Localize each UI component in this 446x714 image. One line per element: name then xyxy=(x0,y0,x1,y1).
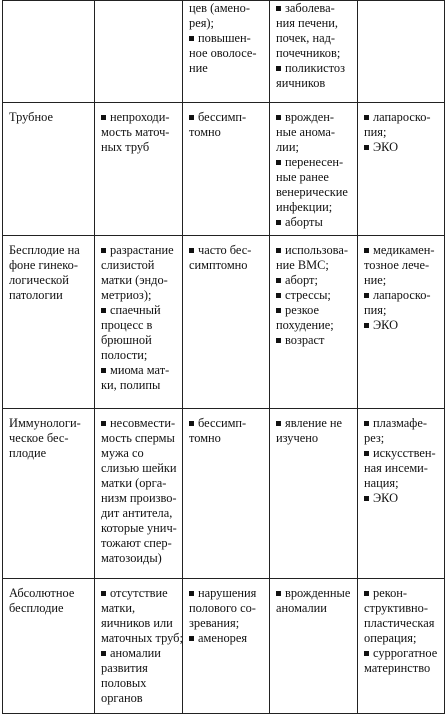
item-text: ние ВМС; xyxy=(276,258,329,272)
item-text: ЭКО xyxy=(373,140,399,154)
bullet-icon xyxy=(101,248,106,253)
item-text: аменорея xyxy=(198,631,248,645)
item-text: бессимп- xyxy=(198,110,247,124)
item-text: миома мат- xyxy=(110,363,170,377)
item-text: ния печени, xyxy=(276,16,338,30)
list-item xyxy=(276,215,354,230)
item-text: матки, xyxy=(101,601,136,615)
list-item xyxy=(276,303,354,333)
list-item xyxy=(276,110,354,155)
item-text: отсутствие xyxy=(110,586,168,600)
bullet-icon xyxy=(101,421,106,426)
row-name-line: плодие xyxy=(9,446,47,460)
row-name-line: Бесплодие на xyxy=(9,243,80,257)
table-row xyxy=(3,579,445,714)
list-item xyxy=(101,416,179,566)
row-name-line: патологии xyxy=(9,288,63,302)
item-text: томно xyxy=(189,125,221,139)
list-item xyxy=(364,243,441,288)
item-text: перенесен- xyxy=(285,155,344,169)
item-text: инфекции; xyxy=(276,200,333,214)
bullet-icon xyxy=(276,293,281,298)
item-text: рез; xyxy=(364,431,385,445)
item-text: возраст xyxy=(285,333,325,347)
bullet-icon xyxy=(364,248,369,253)
bullet-icon xyxy=(276,160,281,165)
item-text: цев (амено- xyxy=(189,1,250,15)
list-item xyxy=(276,333,354,348)
bullet-icon xyxy=(101,651,106,656)
infertility-table xyxy=(2,0,445,714)
bullet-icon xyxy=(189,248,194,253)
bullet-icon xyxy=(276,421,281,426)
item-text: врожден- xyxy=(285,110,335,124)
bullet-icon xyxy=(364,293,369,298)
item-text: спаечный xyxy=(110,303,161,317)
item-text: половых xyxy=(101,676,147,690)
item-text: мужа со xyxy=(101,446,144,460)
item-text: использова- xyxy=(285,243,348,257)
item-text: часто бес- xyxy=(198,243,252,257)
list-item xyxy=(364,491,441,506)
table-cell-causes xyxy=(95,579,183,714)
item-text: ное оволосе- xyxy=(189,46,257,60)
table-cell-symptoms xyxy=(183,409,270,579)
item-text: лии; xyxy=(276,140,299,154)
item-text: явление не xyxy=(285,416,343,430)
list-item xyxy=(364,646,441,676)
table-cell-risks xyxy=(270,1,358,103)
item-text: ных труб xyxy=(101,140,150,154)
item-text: бессимп- xyxy=(198,416,247,430)
list-item xyxy=(276,288,354,303)
item-text: которые унич- xyxy=(101,521,177,535)
item-text: резкое xyxy=(285,303,319,317)
list-item xyxy=(101,303,179,363)
item-text: непроходи- xyxy=(110,110,170,124)
item-text: материнство xyxy=(364,661,431,675)
item-text: полового со- xyxy=(189,601,256,615)
row-name-line: фоне гинеко- xyxy=(9,258,79,272)
table-cell-causes xyxy=(95,236,183,409)
list-item xyxy=(276,61,354,91)
table-cell-risks xyxy=(270,103,358,236)
item-text: мость маточ- xyxy=(101,125,170,139)
list-item xyxy=(189,631,266,646)
item-text: врожденные xyxy=(285,586,351,600)
table-cell-name xyxy=(3,409,95,579)
item-text: лапароско- xyxy=(373,288,431,302)
table-cell-name xyxy=(3,103,95,236)
item-text: пластическая xyxy=(364,616,435,630)
item-text: ки, полипы xyxy=(101,378,161,392)
item-text: брюшной xyxy=(101,333,152,347)
bullet-icon xyxy=(276,248,281,253)
bullet-icon xyxy=(276,591,281,596)
list-item xyxy=(276,416,354,446)
item-text: операция; xyxy=(364,631,417,645)
item-text: полости; xyxy=(101,348,148,362)
table-cell-treatment xyxy=(358,409,445,579)
item-text: тожают спер- xyxy=(101,536,172,550)
bullet-icon xyxy=(276,308,281,313)
item-text: матки (эндо- xyxy=(101,273,168,287)
item-text: процесс в xyxy=(101,318,153,332)
table-cell-name xyxy=(3,579,95,714)
item-text: почек, над- xyxy=(276,31,336,45)
row-name-line: Иммунологи- xyxy=(9,416,81,430)
row-name-line: Абсолютное xyxy=(9,586,75,600)
item-text: повышен- xyxy=(198,31,251,45)
list-item xyxy=(276,586,354,616)
list-item xyxy=(189,416,266,446)
table-cell-causes xyxy=(95,409,183,579)
item-text: поликистоз xyxy=(285,61,345,75)
bullet-icon xyxy=(101,115,106,120)
list-item xyxy=(364,586,441,646)
item-text: рекон- xyxy=(373,586,408,600)
item-text: развития xyxy=(101,661,148,675)
bullet-icon xyxy=(364,591,369,596)
item-text: ная инсеми- xyxy=(364,461,428,475)
list-item xyxy=(189,110,266,140)
item-text: органов xyxy=(101,691,143,705)
bullet-icon xyxy=(364,145,369,150)
list-item xyxy=(189,243,266,273)
item-text: искусствен- xyxy=(373,446,436,460)
bullet-icon xyxy=(189,36,194,41)
item-text: дит антитела, xyxy=(101,506,173,520)
table-cell-symptoms xyxy=(183,103,270,236)
item-text: медикамен- xyxy=(373,243,435,257)
bullet-icon xyxy=(276,6,281,11)
table-cell-causes xyxy=(95,1,183,103)
item-text: зревания; xyxy=(189,616,240,630)
list-item xyxy=(364,288,441,318)
item-text: несовмести- xyxy=(110,416,176,430)
bullet-icon xyxy=(364,451,369,456)
item-text: ные ранее xyxy=(276,170,329,184)
item-text: аборты xyxy=(285,215,323,229)
bullet-icon xyxy=(276,115,281,120)
bullet-icon xyxy=(189,115,194,120)
table-row xyxy=(3,236,445,409)
item-text: ние; xyxy=(364,273,387,287)
table-cell-symptoms xyxy=(183,1,270,103)
table-cell-name xyxy=(3,236,95,409)
item-text: лапароско- xyxy=(373,110,431,124)
list-item xyxy=(101,646,179,706)
list-item xyxy=(276,243,354,273)
item-text: матки (орга- xyxy=(101,476,167,490)
item-text: суррогатное xyxy=(373,646,438,660)
bullet-icon xyxy=(276,338,281,343)
table-cell-symptoms xyxy=(183,236,270,409)
bullet-icon xyxy=(276,220,281,225)
row-name-line: ческое бес- xyxy=(9,431,69,445)
bullet-icon xyxy=(276,66,281,71)
list-item xyxy=(101,110,179,155)
bullet-icon xyxy=(101,368,106,373)
table-row xyxy=(3,1,445,103)
list-item xyxy=(364,318,441,333)
item-text: низм произво- xyxy=(101,491,177,505)
table-cell-treatment xyxy=(358,579,445,714)
table-cell-risks xyxy=(270,579,358,714)
bullet-icon xyxy=(364,421,369,426)
item-text: нарушения xyxy=(198,586,257,600)
item-text: яичников или xyxy=(101,616,173,630)
table-cell-name xyxy=(3,1,95,103)
list-item xyxy=(189,1,266,31)
list-item xyxy=(189,31,266,76)
item-text: ЭКО xyxy=(373,318,399,332)
item-text: заболева- xyxy=(285,1,335,15)
item-text: томно xyxy=(189,431,221,445)
table-cell-treatment xyxy=(358,236,445,409)
bullet-icon xyxy=(189,591,194,596)
row-name-line: бесплодие xyxy=(9,601,64,615)
item-text: структивно- xyxy=(364,601,428,615)
list-item xyxy=(276,1,354,61)
row-name-line: логической xyxy=(9,273,69,287)
table-body xyxy=(3,1,445,714)
list-item xyxy=(364,110,441,140)
item-text: симптомно xyxy=(189,258,248,272)
item-text: слизистой xyxy=(101,258,155,272)
bullet-icon xyxy=(189,636,194,641)
list-item xyxy=(101,243,179,303)
list-item xyxy=(101,363,179,393)
bullet-icon xyxy=(101,308,106,313)
item-text: пия; xyxy=(364,125,387,139)
list-item xyxy=(189,586,266,631)
item-text: почечников; xyxy=(276,46,341,60)
table-cell-causes xyxy=(95,103,183,236)
item-text: яичников xyxy=(276,76,326,90)
item-text: ние xyxy=(189,61,208,75)
item-text: ЭКО xyxy=(373,491,399,505)
bullet-icon xyxy=(364,496,369,501)
list-item xyxy=(101,586,183,646)
item-text: рея); xyxy=(189,16,214,30)
item-text: метриоз); xyxy=(101,288,152,302)
item-text: аномалии xyxy=(110,646,161,660)
list-item xyxy=(276,273,354,288)
item-text: тозное лече- xyxy=(364,258,430,272)
table-cell-risks xyxy=(270,236,358,409)
item-text: мость спермы xyxy=(101,431,175,445)
bullet-icon xyxy=(101,591,106,596)
bullet-icon xyxy=(189,421,194,426)
item-text: аномалии xyxy=(276,601,327,615)
list-item xyxy=(276,155,354,215)
bullet-icon xyxy=(364,651,369,656)
bullet-icon xyxy=(276,278,281,283)
table-row xyxy=(3,409,445,579)
table-cell-symptoms xyxy=(183,579,270,714)
list-item xyxy=(364,416,441,446)
item-text: плазмафе- xyxy=(373,416,427,430)
list-item xyxy=(364,140,441,155)
item-text: изучено xyxy=(276,431,319,445)
table-cell-treatment xyxy=(358,103,445,236)
table-cell-risks xyxy=(270,409,358,579)
item-text: похудение; xyxy=(276,318,334,332)
table-row xyxy=(3,103,445,236)
item-text: матозоиды) xyxy=(101,551,162,565)
list-item xyxy=(364,446,441,491)
item-text: венерические xyxy=(276,185,348,199)
item-text: аборт; xyxy=(285,273,318,287)
bullet-icon xyxy=(364,323,369,328)
item-text: маточных труб; xyxy=(101,631,183,645)
item-text: нация; xyxy=(364,476,399,490)
row-name-line: Трубное xyxy=(9,110,53,124)
item-text: слизью шейки xyxy=(101,461,177,475)
bullet-icon xyxy=(364,115,369,120)
table-cell-treatment xyxy=(358,1,445,103)
item-text: стрессы; xyxy=(285,288,331,302)
item-text: разрастание xyxy=(110,243,174,257)
item-text: ные анома- xyxy=(276,125,336,139)
item-text: пия; xyxy=(364,303,387,317)
